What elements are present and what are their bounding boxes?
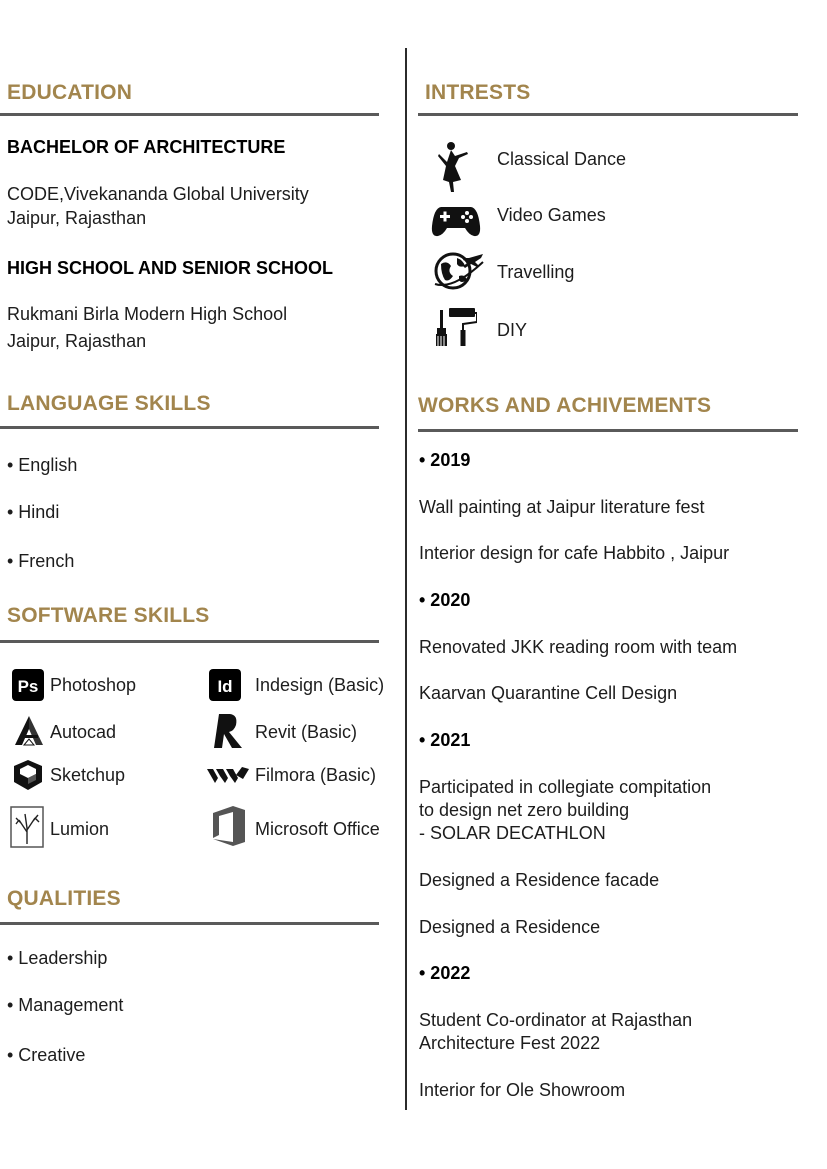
year-2022: • 2022 xyxy=(419,963,471,983)
sketchup-icon xyxy=(11,758,45,792)
language-skills-rule xyxy=(0,426,379,429)
work-item: Interior for Ole Showroom xyxy=(419,1080,626,1100)
software-skills-rule xyxy=(0,640,379,643)
interest-travelling: Travelling xyxy=(497,262,575,282)
dancer-icon xyxy=(435,140,471,194)
work-item: Architecture Fest 2022 xyxy=(419,1033,601,1053)
year-2021: • 2021 xyxy=(419,730,471,750)
software-autocad: Autocad xyxy=(50,722,117,742)
qualities-heading: QUALITIES xyxy=(7,887,121,910)
interests-rule xyxy=(418,113,798,116)
year-2019: • 2019 xyxy=(419,450,471,470)
autocad-icon xyxy=(13,715,45,747)
interest-classical-dance: Classical Dance xyxy=(497,149,627,169)
work-item: Kaarvan Quarantine Cell Design xyxy=(419,683,678,703)
quality-item: • Leadership xyxy=(7,948,108,968)
software-lumion: Lumion xyxy=(50,819,110,839)
education-rule xyxy=(0,113,379,116)
degree-1: BACHELOR OF ARCHITECTURE xyxy=(7,137,286,157)
work-item: Student Co-ordinator at Rajasthan xyxy=(419,1010,693,1030)
svg-text:Ps: Ps xyxy=(17,677,39,696)
school-1-location: Jaipur, Rajasthan xyxy=(7,208,147,228)
gamepad-icon xyxy=(431,204,481,238)
language-item: • Hindi xyxy=(7,502,60,522)
software-filmora: Filmora (Basic) xyxy=(255,765,377,785)
language-item: • French xyxy=(7,551,75,571)
lumion-icon xyxy=(10,806,44,848)
microsoft-office-icon xyxy=(211,805,247,847)
work-item: to design net zero building xyxy=(419,800,630,820)
quality-item: • Creative xyxy=(7,1045,86,1065)
school-2-name: Rukmani Birla Modern High School xyxy=(7,304,288,324)
photoshop-icon xyxy=(12,669,44,701)
interest-diy: DIY xyxy=(497,320,528,340)
works-rule xyxy=(418,429,798,432)
work-item: Designed a Residence facade xyxy=(419,870,660,890)
filmora-icon xyxy=(206,764,250,786)
interest-video-games: Video Games xyxy=(497,205,606,225)
work-item: Participated in collegiate compitation xyxy=(419,777,712,797)
software-microsoft-office: Microsoft Office xyxy=(255,819,380,839)
school-1-name: CODE,Vivekananda Global University xyxy=(7,184,309,204)
interests-heading: INTRESTS xyxy=(425,81,531,104)
software-indesign: Indesign (Basic) xyxy=(255,675,385,695)
work-item: Designed a Residence xyxy=(419,917,601,937)
work-item: Renovated JKK reading room with team xyxy=(419,637,738,657)
works-heading: WORKS AND ACHIVEMENTS xyxy=(418,394,712,417)
work-item: Interior design for cafe Habbito , Jaipur xyxy=(419,543,730,563)
work-item: Wall painting at Jaipur literature fest xyxy=(419,497,705,517)
software-skills-heading: SOFTWARE SKILLS xyxy=(7,604,210,627)
school-2-location: Jaipur, Rajasthan xyxy=(7,331,147,351)
qualities-rule xyxy=(0,922,379,925)
svg-text:Id: Id xyxy=(217,677,233,696)
quality-item: • Management xyxy=(7,995,124,1015)
revit-icon xyxy=(210,712,244,750)
software-sketchup: Sketchup xyxy=(50,765,126,785)
year-2020: • 2020 xyxy=(419,590,471,610)
language-skills-heading: LANGUAGE SKILLS xyxy=(7,392,211,415)
globe-plane-icon xyxy=(433,250,485,292)
work-item: - SOLAR DECATHLON xyxy=(419,823,606,843)
software-photoshop: Photoshop xyxy=(50,675,137,695)
column-divider xyxy=(405,48,407,1110)
indesign-icon xyxy=(209,669,241,701)
education-heading: EDUCATION xyxy=(7,81,133,104)
paint-roller-icon xyxy=(435,306,477,348)
software-revit: Revit (Basic) xyxy=(255,722,358,742)
degree-2: HIGH SCHOOL AND SENIOR SCHOOL xyxy=(7,258,334,278)
language-item: • English xyxy=(7,455,78,475)
